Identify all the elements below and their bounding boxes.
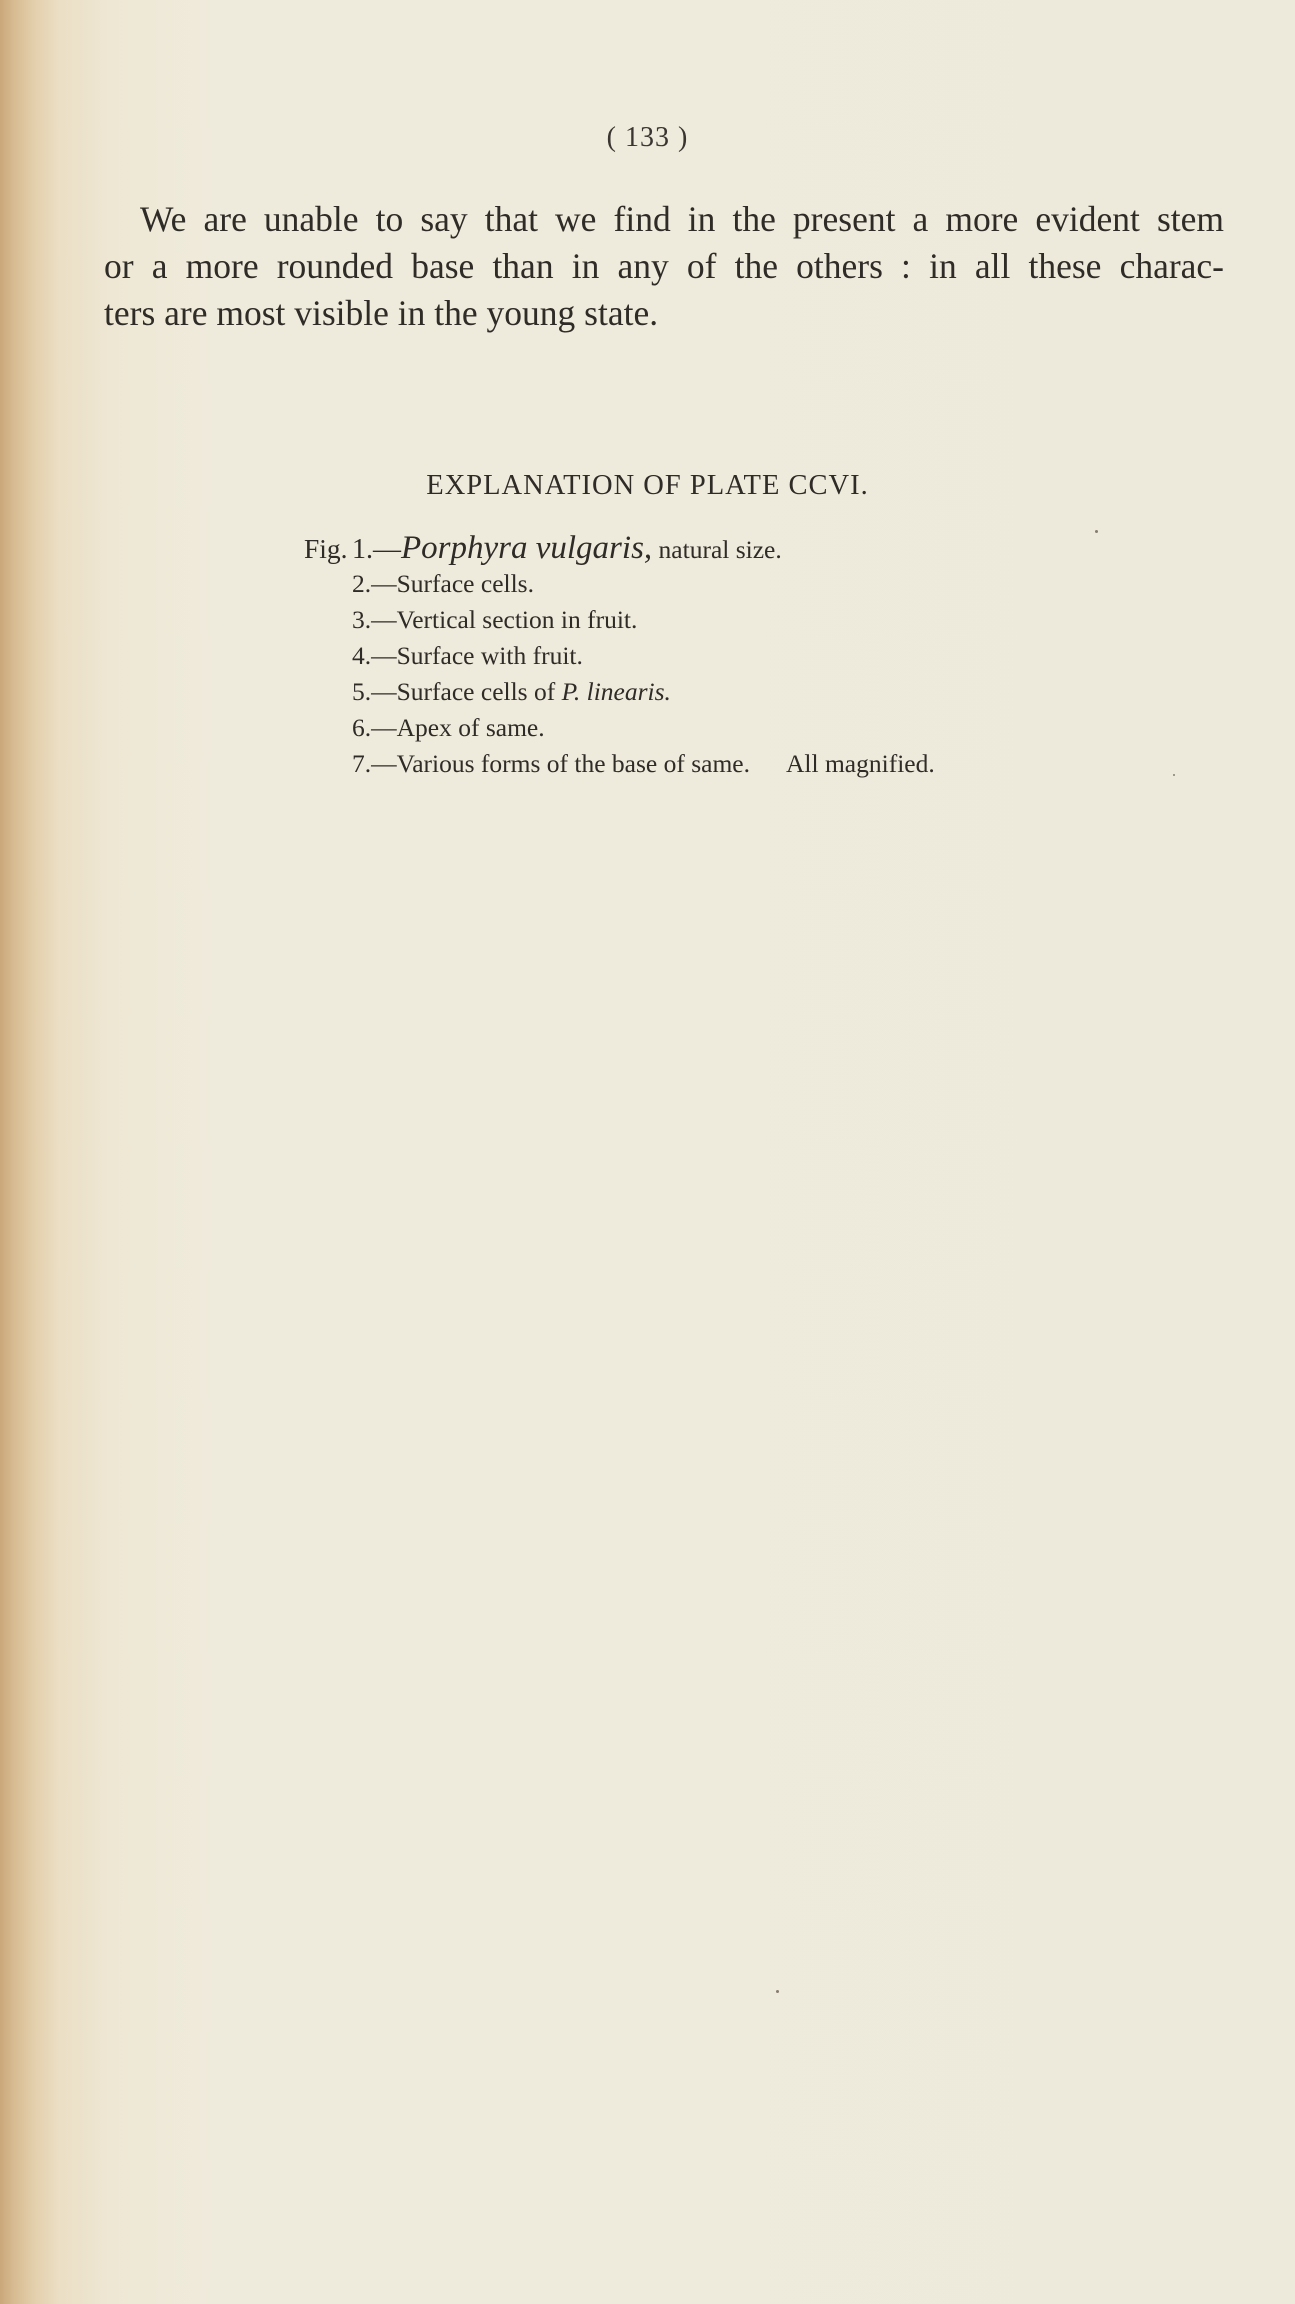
figure-number: 2.— [352, 569, 397, 598]
figure-item [304, 602, 935, 638]
figure-number: 6.— [352, 713, 397, 742]
species-name: Porphyra vulgaris, [401, 530, 653, 566]
figure-item [304, 638, 935, 674]
figure-number: 7.— [352, 749, 397, 778]
figure-caption: natural size. [652, 535, 782, 564]
paper-speck [776, 1990, 779, 1993]
plate-explanation-heading: EXPLANATION OF PLATE CCVI. [426, 470, 869, 501]
figure-item [304, 746, 935, 782]
figure-item [304, 530, 935, 566]
figure-caption: Surface cells. [396, 569, 534, 598]
figure-number: 4.— [352, 641, 397, 670]
species-name: P. linearis. [561, 677, 671, 706]
paragraph-line: We are unable to say that we find in the present a more evident stem [140, 199, 1224, 239]
paper-speck [1095, 530, 1098, 533]
figure-item [304, 674, 935, 710]
figure-caption-extra: All magnified. [786, 749, 935, 778]
body-paragraph [104, 196, 1224, 337]
page-number: ( 133 ) [606, 122, 689, 153]
figure-caption: Various forms of the base of same. [396, 749, 750, 778]
figure-item [304, 566, 935, 602]
figure-list [304, 530, 935, 782]
paragraph-line: or a more rounded base than in any of the others : in all these charac- [104, 246, 1224, 286]
figure-caption: Surface cells of [396, 677, 562, 706]
figure-caption: Apex of same. [396, 713, 545, 742]
figure-item [304, 710, 935, 746]
figure-number: 3.— [352, 605, 397, 634]
figure-number: 5.— [352, 677, 397, 706]
figure-caption: Surface with fruit. [396, 641, 583, 670]
figure-caption: Vertical section in fruit. [396, 605, 638, 634]
fig-prefix: Fig. [304, 533, 348, 564]
paper-speck [1173, 774, 1175, 776]
paragraph-line: ters are most visible in the young state. [104, 293, 659, 333]
figure-number: 1.— [352, 534, 401, 565]
